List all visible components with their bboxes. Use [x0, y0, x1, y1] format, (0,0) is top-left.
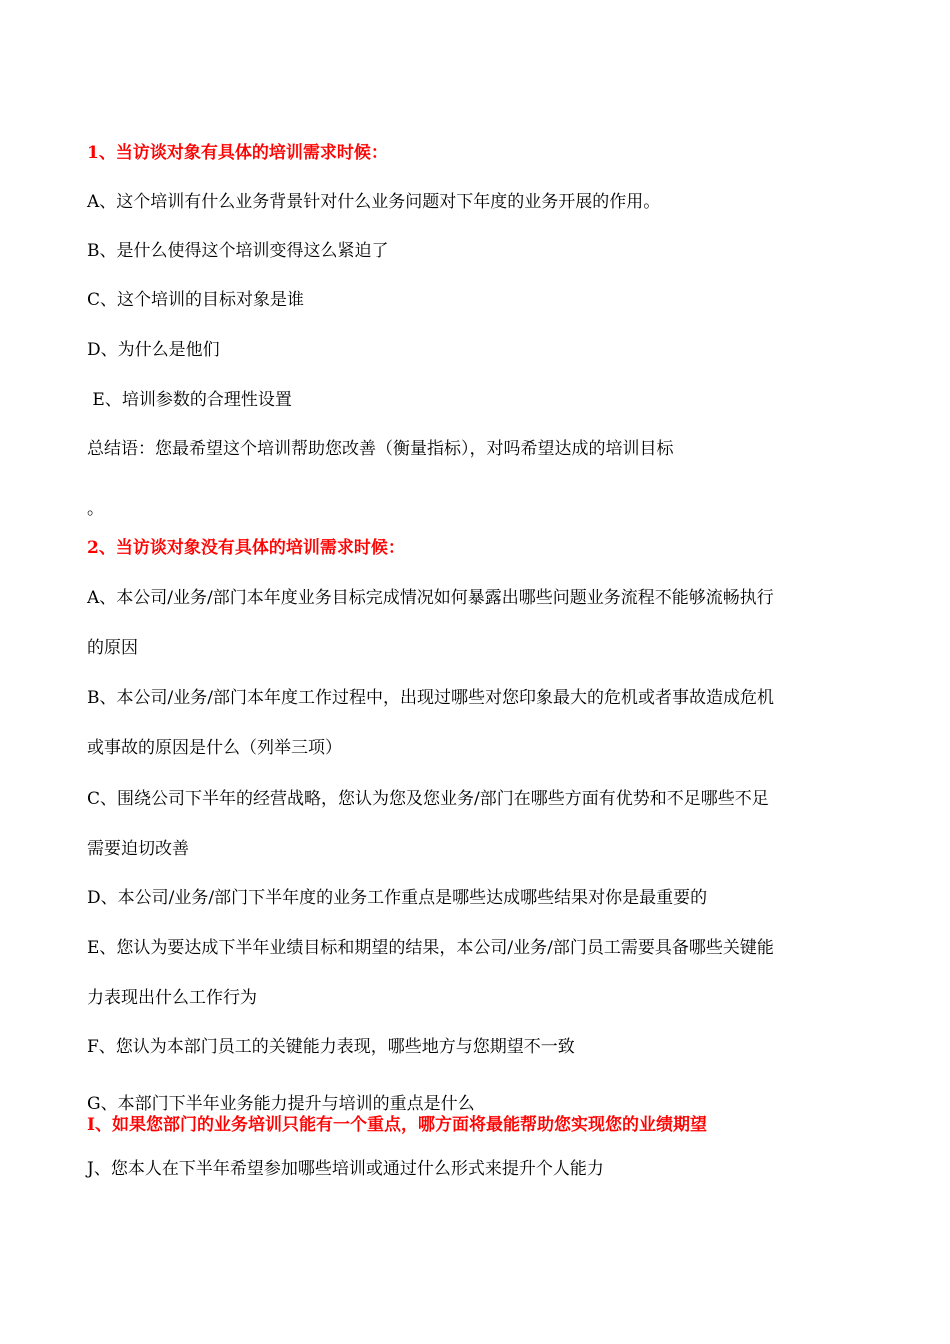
- section-2-item-d: D、本公司/业务/部门下半年度的业务工作重点是哪些达成哪些结果对你是最重要的: [87, 888, 708, 908]
- section-2-item-e-line-1: E、您认为要达成下半年业绩目标和期望的结果，本公司/业务/部门员工需要具备哪些关键能: [87, 938, 774, 958]
- section-2-item-b-line-2: 或事故的原因是什么（列举三项）: [87, 738, 342, 758]
- section-2-item-c-line-2: 需要迫切改善: [87, 839, 189, 859]
- section-1-summary: 总结语：您最希望这个培训帮助您改善（衡量指标），对吗希望达成的培训目标: [87, 439, 674, 459]
- section-2-item-a-line-2: 的原因: [87, 638, 138, 658]
- section-1-summary-end: 。: [87, 499, 104, 519]
- section-1-item-b: B、是什么使得这个培训变得这么紧迫了: [87, 241, 389, 261]
- section-2-item-a-line-1: A、本公司/业务/部门本年度业务目标完成情况如何暴露出哪些问题业务流程不能够流畅执行: [87, 588, 774, 608]
- section-2-item-e-line-2: 力表现出什么工作行为: [87, 988, 257, 1008]
- section-1-item-a: A、这个培训有什么业务背景针对什么业务问题对下年度的业务开展的作用。: [87, 192, 661, 212]
- section-2-item-j: J、您本人在下半年希望参加哪些培训或通过什么形式来提升个人能力: [87, 1159, 604, 1179]
- section-1-heading: 1、当访谈对象有具体的培训需求时候：: [87, 143, 388, 163]
- section-2-item-b-line-1: B、本公司/业务/部门本年度工作过程中，出现过哪些对您印象最大的危机或者事故造成危机: [87, 688, 774, 708]
- section-2-item-c-line-1: C、围绕公司下半年的经营战略，您认为您及您业务/部门在哪些方面有优势和不足哪些不足: [87, 789, 769, 809]
- section-2-item-g: G、本部门下半年业务能力提升与培训的重点是什么: [87, 1094, 475, 1114]
- section-2-heading: 2、当访谈对象没有具体的培训需求时候：: [87, 538, 405, 558]
- section-1-item-e: E、培训参数的合理性设置: [87, 390, 292, 410]
- section-2-item-i: I、如果您部门的业务培训只能有一个重点，哪方面将最能帮助您实现您的业绩期望: [87, 1115, 707, 1135]
- section-1-item-c: C、这个培训的目标对象是谁: [87, 290, 305, 310]
- section-1-item-d: D、为什么是他们: [87, 340, 220, 360]
- section-2-item-f: F、您认为本部门员工的关键能力表现，哪些地方与您期望不一致: [87, 1037, 575, 1057]
